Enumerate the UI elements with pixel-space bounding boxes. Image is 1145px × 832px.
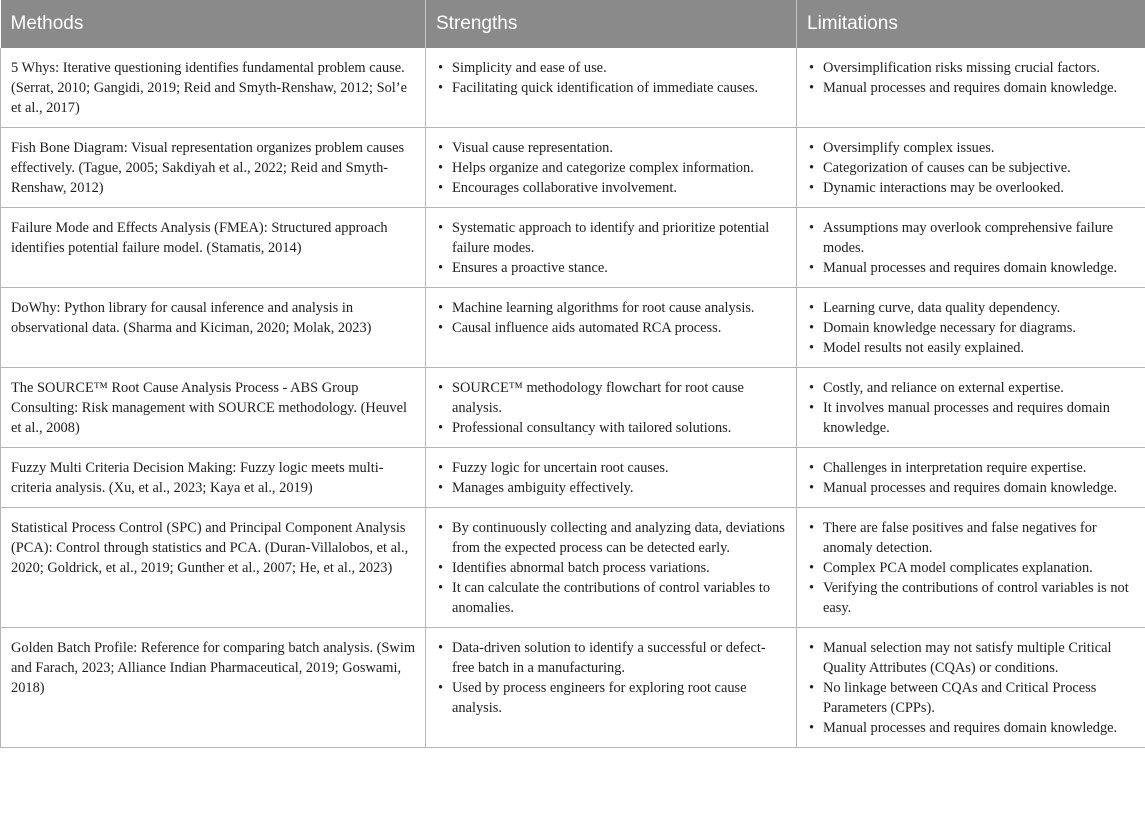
strengths-cell: [426, 448, 797, 508]
limitations-list: [809, 298, 1137, 358]
limitations-list: [809, 58, 1137, 98]
method-cell: Golden Batch Profile: Reference for comparing batch analysis. (Swim and Farach, 2023; Alliance Indian Pharmaceutical, 2019; Goswami, 2018): [1, 628, 426, 748]
strength-item: • Identifies abnormal batch process variations.: [438, 558, 788, 578]
strength-item: • Helps organize and categorize complex information.: [438, 158, 788, 178]
limitations-cell: [797, 208, 1145, 288]
method-cell: Fuzzy Multi Criteria Decision Making: Fuzzy logic meets multi-criteria analysis. (Xu, et al., 2023; Kaya et al., 2019): [1, 448, 426, 508]
method-cell: The SOURCE™ Root Cause Analysis Process - ABS Group Consulting: Risk management with SOURCE methodology. (Heuvel et al., 2008): [1, 368, 426, 448]
strength-item: • Causal influence aids automated RCA process.: [438, 318, 788, 338]
limitations-list: [809, 638, 1137, 738]
limitations-cell: [797, 48, 1145, 128]
header-limitations: Limitations: [797, 0, 1145, 48]
strengths-cell: [426, 208, 797, 288]
strengths-list: [438, 518, 788, 618]
limitation-item: • Verifying the contributions of control variables is not easy.: [809, 578, 1137, 618]
limitations-list: [809, 138, 1137, 198]
strength-item: • It can calculate the contributions of control variables to anomalies.: [438, 578, 788, 618]
limitations-cell: [797, 628, 1145, 748]
header-methods: Methods: [1, 0, 426, 48]
limitation-item: • It involves manual processes and requires domain knowledge.: [809, 398, 1137, 438]
limitation-item: • Challenges in interpretation require expertise.: [809, 458, 1137, 478]
limitation-item: • Learning curve, data quality dependency.: [809, 298, 1137, 318]
table-row: [1, 448, 1145, 508]
limitation-item: • There are false positives and false negatives for anomaly detection.: [809, 518, 1137, 558]
limitations-cell: [797, 368, 1145, 448]
method-cell: Statistical Process Control (SPC) and Principal Component Analysis (PCA): Control through statistics and PCA. (Duran-Villalobos, et al., 2020; Goldrick, et al., 2019; Gunther et al., 2007; He, et al., 2023): [1, 508, 426, 628]
strengths-cell: [426, 288, 797, 368]
limitation-item: • Dynamic interactions may be overlooked.: [809, 178, 1137, 198]
strengths-list: [438, 138, 788, 198]
strength-item: • By continuously collecting and analyzing data, deviations from the expected process can be detected early.: [438, 518, 788, 558]
strength-item: • Used by process engineers for exploring root cause analysis.: [438, 678, 788, 718]
limitation-item: • Manual processes and requires domain knowledge.: [809, 258, 1137, 278]
strength-item: • Facilitating quick identification of immediate causes.: [438, 78, 788, 98]
table-row: [1, 128, 1145, 208]
table-row: [1, 508, 1145, 628]
header-strengths: Strengths: [426, 0, 797, 48]
strength-item: • Manages ambiguity effectively.: [438, 478, 788, 498]
table-body: [1, 48, 1145, 748]
strengths-list: [438, 638, 788, 718]
table-row: [1, 368, 1145, 448]
table-row: [1, 288, 1145, 368]
limitations-list: [809, 218, 1137, 278]
strength-item: • Visual cause representation.: [438, 138, 788, 158]
strengths-cell: [426, 128, 797, 208]
limitation-item: • Manual processes and requires domain knowledge.: [809, 478, 1137, 498]
limitation-item: • Oversimplification risks missing crucial factors.: [809, 58, 1137, 78]
strength-item: • SOURCE™ methodology flowchart for root cause analysis.: [438, 378, 788, 418]
strength-item: • Encourages collaborative involvement.: [438, 178, 788, 198]
header-row: [1, 0, 1145, 48]
limitation-item: • Domain knowledge necessary for diagrams.: [809, 318, 1137, 338]
limitations-cell: [797, 508, 1145, 628]
limitation-item: • Manual processes and requires domain knowledge.: [809, 718, 1137, 738]
strength-item: • Ensures a proactive stance.: [438, 258, 788, 278]
method-cell: Failure Mode and Effects Analysis (FMEA): Structured approach identifies potential failure model. (Stamatis, 2014): [1, 208, 426, 288]
limitations-list: [809, 458, 1137, 498]
strengths-list: [438, 458, 788, 498]
limitation-item: • Costly, and reliance on external expertise.: [809, 378, 1137, 398]
limitation-item: • Categorization of causes can be subjective.: [809, 158, 1137, 178]
limitations-list: [809, 378, 1137, 438]
strengths-cell: [426, 368, 797, 448]
strength-item: • Systematic approach to identify and prioritize potential failure modes.: [438, 218, 788, 258]
limitation-item: • Model results not easily explained.: [809, 338, 1137, 358]
strength-item: • Simplicity and ease of use.: [438, 58, 788, 78]
strength-item: • Data-driven solution to identify a successful or defect-free batch in a manufacturing.: [438, 638, 788, 678]
strengths-list: [438, 378, 788, 438]
limitation-item: • Manual processes and requires domain knowledge.: [809, 78, 1137, 98]
strengths-list: [438, 218, 788, 278]
limitation-item: • Oversimplify complex issues.: [809, 138, 1137, 158]
method-cell: 5 Whys: Iterative questioning identifies fundamental problem cause. (Serrat, 2010; Gangidi, 2019; Reid and Smyth-Renshaw, 2012; Sol’e et al., 2017): [1, 48, 426, 128]
strengths-list: [438, 58, 788, 98]
limitation-item: • Assumptions may overlook comprehensive failure modes.: [809, 218, 1137, 258]
table-row: [1, 48, 1145, 128]
strengths-cell: [426, 48, 797, 128]
limitations-cell: [797, 128, 1145, 208]
strengths-cell: [426, 508, 797, 628]
method-cell: Fish Bone Diagram: Visual representation organizes problem causes effectively. (Tague, 2005; Sakdiyah et al., 2022; Reid and Smyth-Renshaw, 2012): [1, 128, 426, 208]
strength-item: • Machine learning algorithms for root cause analysis.: [438, 298, 788, 318]
table-row: [1, 628, 1145, 748]
limitation-item: • Complex PCA model complicates explanation.: [809, 558, 1137, 578]
method-cell: DoWhy: Python library for causal inference and analysis in observational data. (Sharma and Kiciman, 2020; Molak, 2023): [1, 288, 426, 368]
limitations-list: [809, 518, 1137, 618]
strength-item: • Fuzzy logic for uncertain root causes.: [438, 458, 788, 478]
table-header: [1, 0, 1145, 48]
limitation-item: • No linkage between CQAs and Critical Process Parameters (CPPs).: [809, 678, 1137, 718]
limitation-item: • Manual selection may not satisfy multiple Critical Quality Attributes (CQAs) or conditions.: [809, 638, 1137, 678]
strengths-cell: [426, 628, 797, 748]
table-row: [1, 208, 1145, 288]
limitations-cell: [797, 288, 1145, 368]
strength-item: • Professional consultancy with tailored solutions.: [438, 418, 788, 438]
limitations-cell: [797, 448, 1145, 508]
strengths-list: [438, 298, 788, 338]
